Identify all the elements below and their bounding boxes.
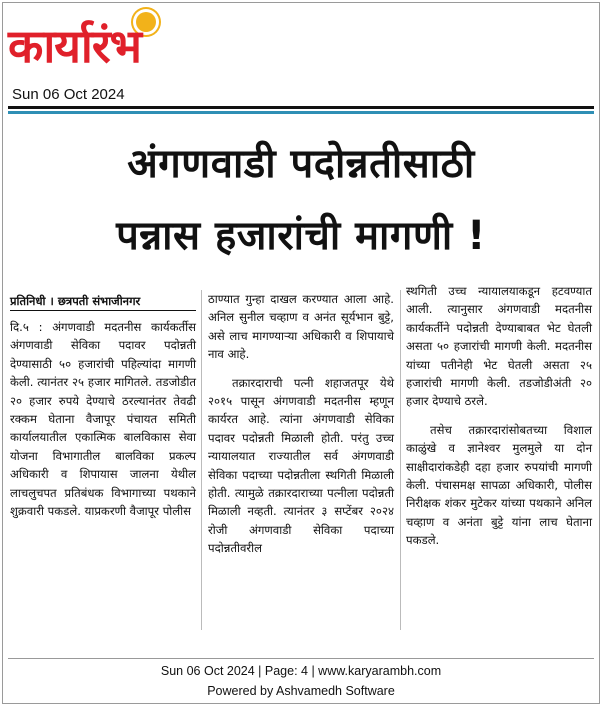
column-divider (400, 290, 401, 630)
column-divider (201, 290, 202, 630)
article-column-3 (406, 282, 592, 550)
edition-date: Sun 06 Oct 2024 (12, 86, 125, 103)
byline: प्रतिनिधी । छत्रपती संभाजीनगर (10, 292, 196, 311)
footer-rule (8, 658, 594, 659)
article-column-2 (208, 290, 394, 558)
paragraph: स्थगिती उच्च न्यायालयाकडून हटवण्यात आली. त्यानुसार अंगणवाडी मदतनीस कार्यकर्तीने पदोन्नती देण्याबाबत भेट घेतली असता ५० हजारांची मागणी केली. मदतनीस यांच्या पतीनेही भेट घेतली असता २५ हजारांची मागणी केली. तडजोडीअंती २० हजार देण्याचे ठरले. (406, 284, 592, 409)
karyarambh-logo (8, 8, 208, 76)
article-column-1 (10, 318, 196, 520)
header-rule (8, 106, 594, 109)
logo-text: कार्यारंभ (8, 19, 141, 73)
paragraph: ठाण्यात गुन्हा दाखल करण्यात आला आहे. अनिल सुनील चव्हाण व अनंत सूर्यभान बुट्टे, असे लाच मागण्याऱ्या अधिकारी व शिपायाचे नाव आहे. (208, 292, 394, 362)
headline-line-1: अंगणवाडी पदोन्नतीसाठी (127, 141, 475, 187)
footer-info: Sun 06 Oct 2024 | Page: 4 | www.karyarambh.com (160, 664, 442, 678)
paragraph: दि.५ : अंगणवाडी मदतनीस कार्यकर्तीस अंगणवाडी सेविका पदावर पदोन्नती देण्यासाठी ५० हजारांची पहिल्यांदा मागणी केली. त्यानंतर २५ हजार मागितले. तडजोडीत २० हजार रुपये देण्याचे ठरल्यानंतर तेवढी रक्कम घेताना वैजापूर पंचायत समिती कार्यालयातील एकात्मिक बालविकास सेवा योजना विभागातील बालविका प्रकल्प अधिकारी व शिपायास जालना येथील लाचलुचपत प्रतिबंधक विभागाच्या पथकाने शुक्रवारी पकडले. याप्रकरणी वैजापूर पोलीस (10, 320, 196, 519)
footer-credit: Powered by Ashvamedh Software (207, 684, 395, 698)
header-accent-rule (8, 111, 594, 114)
paragraph: तक्रारदाराची पत्नी शहाजतपूर येथे २०१५ पासून अंगणवाडी मदतनीस म्हणून कार्यरत आहे. त्यांना अंगणवाडी सेविका पदावर पदोन्नती मिळाली होती. परंतु उच्च न्यायालयात राज्यातील सर्व अंगणवाडी सेविका पदाच्या पदोन्नतीला स्थगिती मिळाली होती. त्यामुळे तक्रारदाराच्या पत्नीला पदोन्नती मिळाली नव्हती. त्यानंतर ३ सप्टेंबर २०२४ रोजी अंगणवाडी सेविका पदाच्या पदोन्नतीवरील (208, 375, 394, 556)
paragraph: तसेच तक्रारदारांसोबतच्या विशाल काळुंखे व ज्ञानेश्वर मुलमुले या दोन साक्षीदारांकडेही दहा हजार रुपयांची मागणी केली. पंचासमक्ष सापळा अधिकारी, पोलीस निरीक्षक शंकर मुटेकर यांच्या पथकाने अनिल चव्हाण व अनंता बुट्टे यांना लाच घेताना पकडले. (406, 422, 592, 548)
headline-line-2: पन्नास हजारांची मागणी ! (116, 213, 486, 259)
